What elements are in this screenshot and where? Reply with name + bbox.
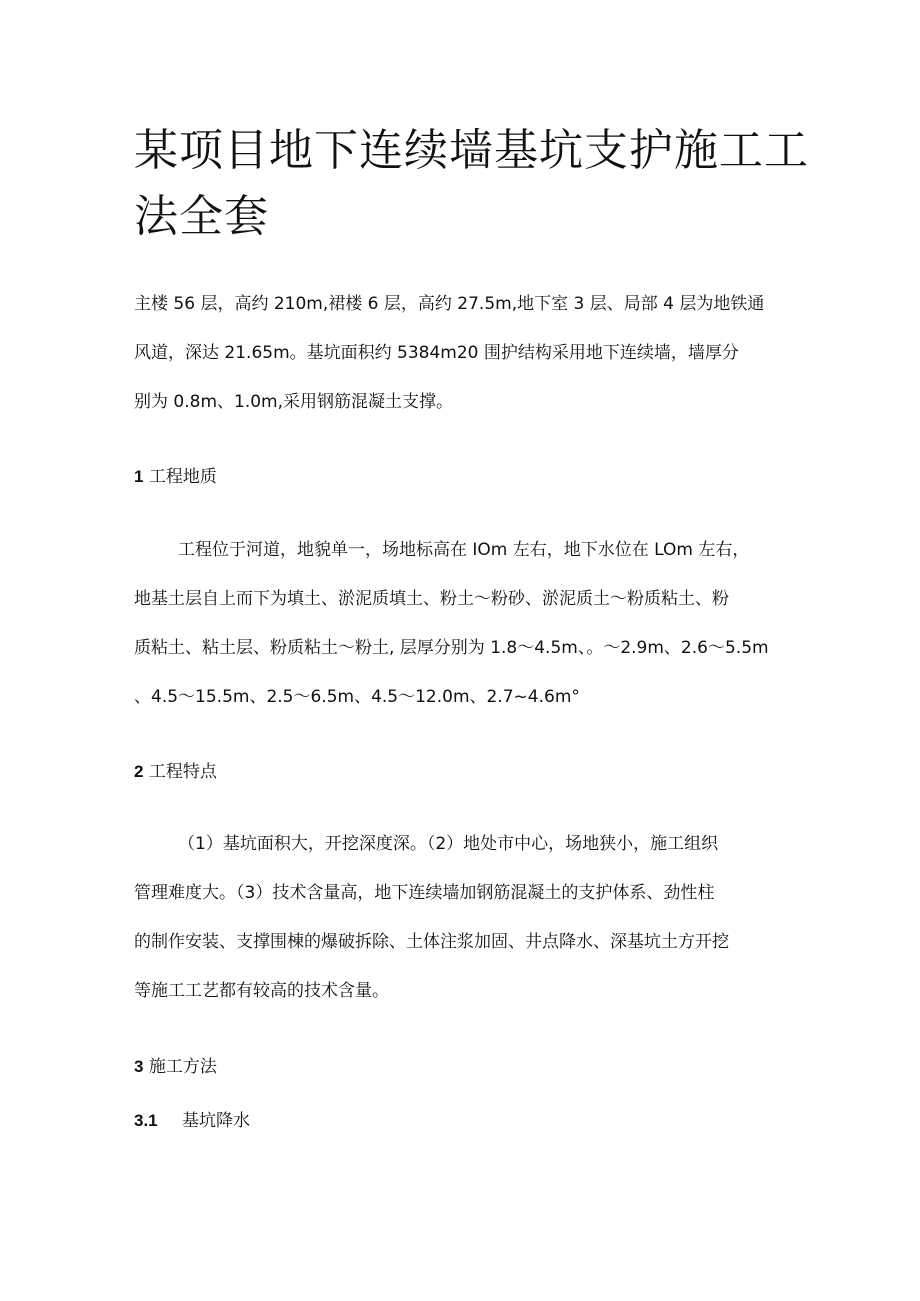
paragraph-line: 等施工工艺都有较高的技术含量。 xyxy=(134,981,389,1001)
section-heading-1 xyxy=(134,462,217,492)
section-heading-3 xyxy=(134,1052,217,1082)
title-line-1: 某项目地下连续墙基坑支护施工工 xyxy=(134,125,809,176)
section-1-paragraph xyxy=(134,526,794,722)
paragraph-line: 工程位于河道，地貌单一，场地标高在 IOm 左右，地下水位在 LOm 左右， xyxy=(178,540,750,560)
paragraph-line: 质粘土、粘土层、粉质粘土～粉土, 层厚分别为 1.8～4.5m、。～2.9m、2.6～5.5m xyxy=(134,638,769,658)
section-number: 2 xyxy=(134,762,144,781)
section-title: 工程地质 xyxy=(148,467,217,487)
intro-paragraph xyxy=(134,280,794,427)
title-line-2: 法全套 xyxy=(134,191,269,242)
section-heading-2 xyxy=(134,757,217,787)
section-title: 施工方法 xyxy=(148,1057,217,1077)
paragraph-line: （1）基坑面积大，开挖深度深。（2）地处市中心，场地狭小，施工组织 xyxy=(178,834,719,854)
subsection-number: 3.1 xyxy=(134,1111,158,1130)
paragraph-line: 地基土层自上而下为填土、淤泥质填土、粉土～粉砂、淤泥质土～粉质粘土、粉 xyxy=(134,589,729,609)
paragraph-line: 管理难度大。（3）技术含量高，地下连续墙加钢筋混凝土的支护体系、劲性柱 xyxy=(134,883,715,903)
paragraph-line: 的制作安装、支撑围棟的爆破拆除、土体注浆加固、井点降水、深基坑土方开挖 xyxy=(134,932,729,952)
document-title xyxy=(134,118,814,250)
intro-line: 别为 0.8m、1.0m,采用钢筋混凝土支撑。 xyxy=(134,392,453,412)
section-number: 3 xyxy=(134,1057,144,1076)
subsection-heading-3-1 xyxy=(134,1106,250,1136)
intro-line: 主楼 56 层，高约 210m,裙楼 6 层，高约 27.5m,地下室 3 层、局部 4 层为地铁通 xyxy=(134,294,765,314)
section-2-paragraph xyxy=(134,820,794,1016)
section-number: 1 xyxy=(134,467,144,486)
section-title: 工程特点 xyxy=(148,762,217,782)
subsection-title: 基坑降水 xyxy=(182,1111,250,1131)
paragraph-line: 、4.5～15.5m、2.5～6.5m、4.5～12.0m、2.7~4.6m° xyxy=(134,687,580,707)
intro-line: 风道，深达 21.65m。基坑面积约 5384m20 围护结构采用地下连续墙，墙厚分 xyxy=(134,343,739,363)
